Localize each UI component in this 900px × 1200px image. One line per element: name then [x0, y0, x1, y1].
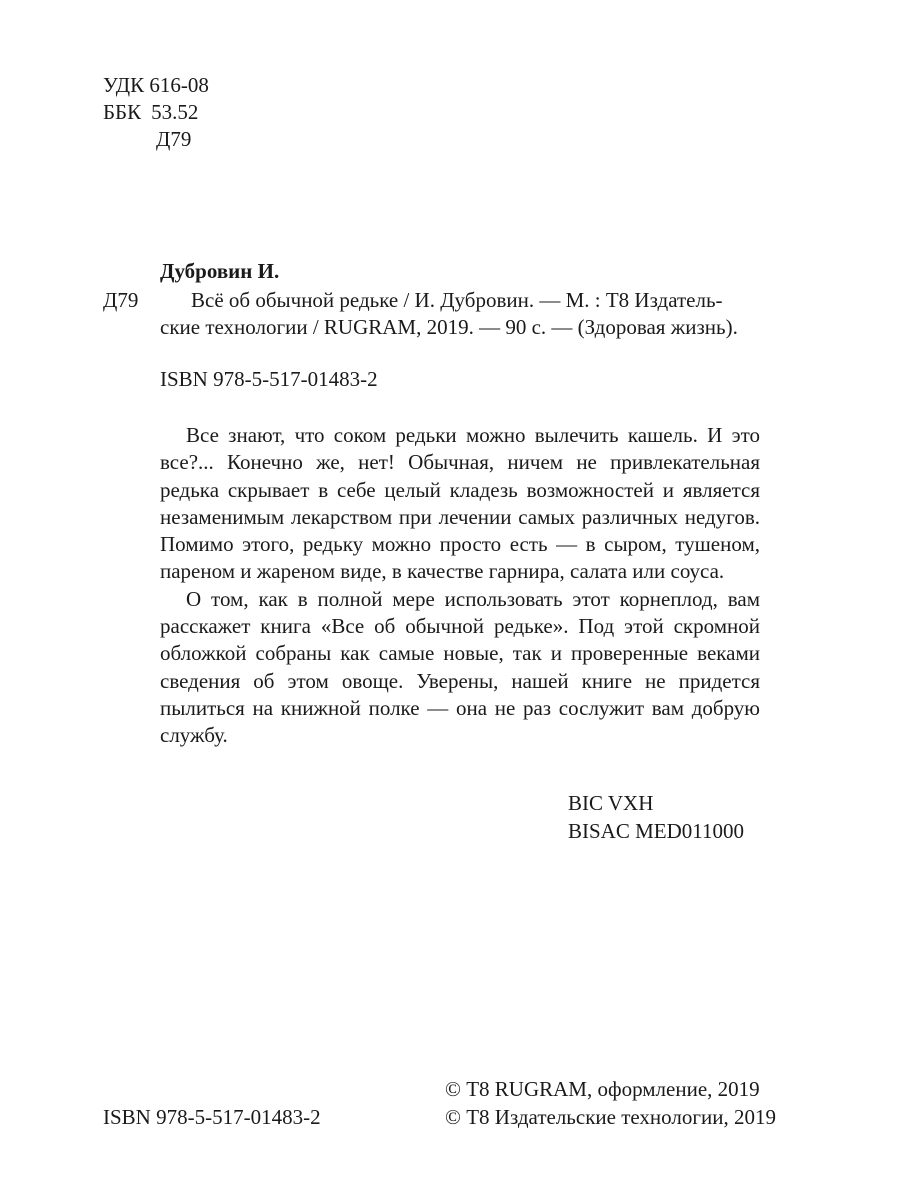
bbk-value: 53.52: [151, 100, 199, 124]
udk-value: 616-08: [149, 73, 209, 97]
copyright-publisher: © Т8 Издательские технологии, 2019: [445, 1105, 776, 1129]
bisac-code: BISAC MED011000: [568, 819, 744, 843]
author-heading: Дубровин И.: [160, 259, 280, 283]
udk-code: [103, 72, 209, 99]
annotation-paragraph-1: Все знают, что соком редьки можно вылечить кашель. И это все?... Конечно же, нет! Обычная, ничем не привлекательная редька скрывает в себе целый кладезь возможностей и является незаменимым лекарством при лечении самых различных недугов. Помимо этого, редьку можно просто есть — в сыром, тушеном, пареном и жареном виде, в качестве гарнира, салата или соуса.: [160, 423, 760, 584]
bibliographic-description: [160, 287, 758, 341]
annotation-paragraph-2: О том, как в полной мере использовать этот корнеплод, вам расскажет книга «Все об обычной редьке». Под этой скромной обложкой собраны как самые новые, так и проверенные веками сведения об этом овоще. Уверены, нашей книге не придется пылиться на книжной полке — она не раз сослужит вам добрую службу.: [160, 586, 760, 748]
bibliographic-line-2: ские технологии / RUGRAM, 2019. — 90 с. — (Здоровая жизнь).: [160, 315, 738, 339]
bbk-code: [103, 99, 198, 126]
cutter-mark-top: Д79: [156, 127, 192, 151]
cutter-mark-side: Д79: [103, 288, 139, 312]
annotation: [160, 422, 760, 750]
bbk-label: ББК: [103, 100, 142, 124]
isbn-main: ISBN 978-5-517-01483-2: [160, 367, 378, 391]
udk-label: УДК: [103, 73, 145, 97]
bibliographic-line-1: Всё об обычной редьке / И. Дубровин. — М. : Т8 Издатель-: [191, 288, 723, 312]
isbn-footer: ISBN 978-5-517-01483-2: [103, 1105, 321, 1129]
bic-code: BIC VXH: [568, 791, 654, 815]
copyright-design: © Т8 RUGRAM, оформление, 2019: [445, 1077, 760, 1101]
